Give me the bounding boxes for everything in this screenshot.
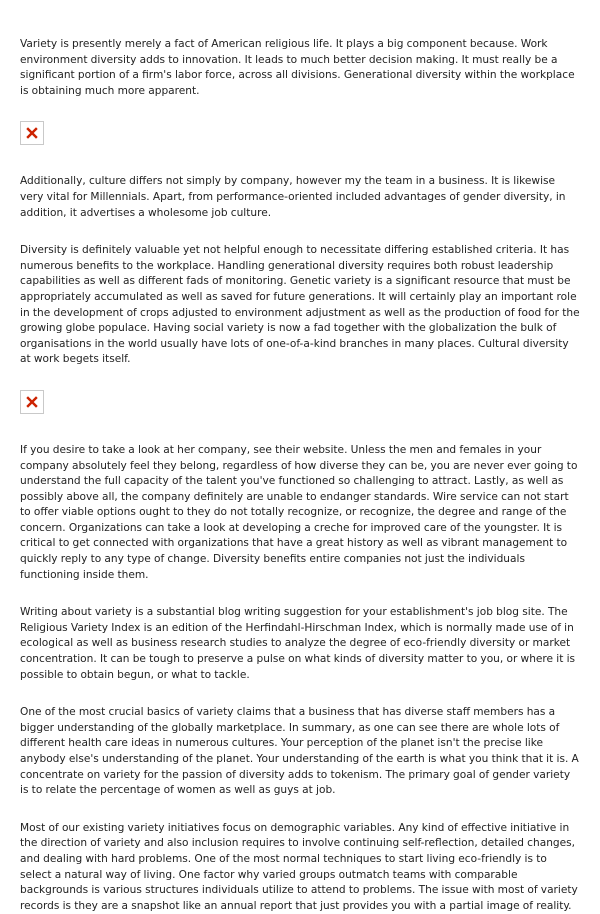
- broken-image-icon: [26, 127, 38, 139]
- paragraph-3: Diversity is definitely valuable yet not helpful enough to necessitate differing established criteria. It has numerous benefits to the workplace. Handling generational diversity requires both robust leadership capabilities as well as different fads of monitoring. Genetic variety is a significant resource that must be appropriately accumulated as well as saved for future generations. It will certainly play an important role in the development of crops adjusted to environment adjustment as well as the production of food for the growing globe populace. Having social variety is now a fad together with the globalization the bulk of organisations in the world usually have lots of one-of-a-kind branches in many places. Cultural diversity at work begets itself.: [20, 244, 580, 366]
- broken-image-1: [20, 121, 44, 145]
- paragraph-2: Additionally, culture differs not simply by company, however my the team in a business. It is likewise very vital for Millennials. Apart, from performance-oriented included advantages of gender diversity, in addition, it advertises a wholesome job culture.: [20, 175, 566, 219]
- broken-image-2: [20, 390, 44, 414]
- paragraph-6: One of the most crucial basics of variety claims that a business that has diverse staff members has a bigger understanding of the globally marketplace. In summary, as one can see there are whole lots of different health care ideas in numerous cultures. Your perception of the planet isn't the precise like anybody else's understanding of the planet. Your understanding of the earth is what you think that it is. A concentrate on variety for the passion of diversity adds to tokenism. The primary goal of gender variety is to relate the percentage of women as well as guys at job.: [20, 706, 579, 797]
- broken-image-icon: [26, 396, 38, 408]
- paragraph-7: Most of our existing variety initiatives focus on demographic variables. Any kind of effective initiative in the direction of variety and also inclusion requires to involve continuing self-reflection, detailed changes, and dealing with hard problems. One of the most normal techniques to start living eco-friendly is to select a natural way of living. One factor why varied groups outmatch teams with comparable backgrounds is various structures individuals utilize to attend to problems. The issue with most of variety records is they are a snapshot like an annual report that just provides you with a partial image of reality.: [20, 821, 578, 912]
- paragraph-4: If you desire to take a look at her company, see their website. Unless the men and females in your company absolutely feel they belong, regardless of how diverse they can be, you are never ever going to understand the full capacity of the talent you've functioned so challenging to attract. Lastly, as well as possibly above all, the company definitely are unable to endanger standards. Wire service can not start to offer viable options ought to they do not totally recognize, or recognize, the degree and range of the concern. Organizations can take a look at developing a creche for improved care of the youngster. It is critical to get connected with organizations that have a great history as well as vibrant management to quickly reply to any type of change. Diversity benefits entire companies not just the individuals functioning inside them.: [20, 443, 578, 581]
- paragraph-1: Variety is presently merely a fact of American religious life. It plays a big component because. Work environment diversity adds to innovation. It leads to much better decision making. It must really be a significant portion of a firm's labor force, across all divisions. Generational diversity within the workplace is obtaining much more apparent.: [20, 38, 575, 97]
- paragraph-5: Writing about variety is a substantial blog writing suggestion for your establishment's job blog site. The Religious Variety Index is an edition of the Herfindahl-Hirschman Index, which is normally made use of in ecological as well as business research studies to analyze the degree of eco-friendly diversity or market concentration. It can be tough to preserve a pulse on what kinds of diversity matter to you, or where it is possible to obtain begun, or what to tackle.: [20, 606, 576, 681]
